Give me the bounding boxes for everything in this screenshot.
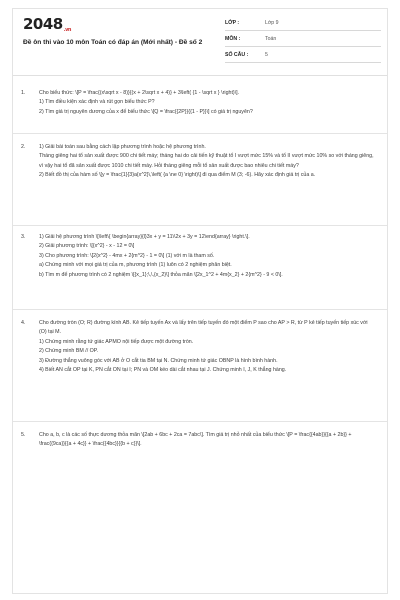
question-line: 1) Tìm điều kiện xác định và rút gọn biểu thức P? bbox=[39, 99, 155, 106]
question-line: 1) Giải hệ phương trình \[\left\{ \begin{array}{l}3x + y = 11\\2x + 3y = 12\end{array} \right.\]. bbox=[39, 234, 250, 240]
question-separator bbox=[13, 225, 387, 226]
header-divider bbox=[13, 75, 387, 76]
question-number: 5. bbox=[21, 432, 26, 438]
question-separator bbox=[13, 133, 387, 134]
meta-row-class bbox=[225, 15, 381, 31]
meta-row-subject bbox=[225, 31, 381, 47]
question-body bbox=[39, 143, 375, 181]
question-line: Cho biểu thức: \[P = \frac{(x\sqrt x - 8)}{(x + 2\sqrt x + 4)} + 3\left( {1 - \sqrt x } \right)\]. bbox=[39, 90, 240, 96]
exam-sheet bbox=[12, 8, 388, 594]
question-line: Cho đường tròn (O; R) đường kính AB. Kẻ tiếp tuyến Ax và lấy trên tiếp tuyến đó một điểm P sao cho AP > R, từ P kẻ tiếp tuyến tiếp xúc với (O) tại M. bbox=[39, 320, 368, 336]
question-line: 4) Biết AN cắt OP tại K, PN cắt ON tại I; PN và OM kéo dài cắt nhau tại J. Chứng minh I, J, K thẳng hàng. bbox=[39, 367, 287, 374]
header bbox=[13, 9, 387, 73]
site-logo[interactable] bbox=[23, 15, 71, 33]
question-number: 1. bbox=[21, 90, 26, 96]
question-line: a) Chứng minh với mọi giá trị của m, phương trình (1) luôn có 2 nghiệm phân biệt. bbox=[39, 262, 232, 269]
question-body bbox=[39, 233, 375, 280]
question-line: 3) Cho phương trình: \[2{x^2} - 4mx + 2{m^2} - 1 = 0\] (1) với m là tham số. bbox=[39, 252, 215, 259]
meta-value: Lớp 9 bbox=[265, 20, 279, 26]
logo-text: 2048 bbox=[23, 15, 63, 33]
question-number: 3. bbox=[21, 234, 26, 240]
question-line: Cho a, b, c là các số thực dương thỏa mãn \[2ab + 6bc + 2ca = 7abc\]. Tìm giá trị nhỏ nhất của biểu thức \[P = \frac{{4ab}}{{a + 2b}} + \frac{{9ca}}{{a + 4c}} + \frac{{4bc}}{{b + c}}\]. bbox=[39, 432, 352, 448]
document-title: Đề ôn thi vào 10 môn Toán có đáp án (Mới nhất) - Đề số 2 bbox=[23, 39, 203, 46]
question-line: 2) Chứng minh BM // OP. bbox=[39, 348, 99, 355]
meta-value: 5 bbox=[265, 52, 268, 58]
question-line: 2) Biết đồ thị của hàm số \[y = \frac{1}{3}a{x^2}\,\left( {a \ne 0} \right)\] đi qua điểm M (3; -6). Hãy xác định giá trị của a. bbox=[39, 172, 316, 179]
question-separator bbox=[13, 421, 387, 422]
meta-row-count bbox=[225, 47, 381, 63]
question-number: 2. bbox=[21, 144, 26, 150]
logo-suffix: .vn bbox=[63, 27, 71, 33]
question-line: 2) Tìm giá trị nguyên dương của x để biểu thức \[Q = \frac{{2P}}{{1 - P}}\] có giá trị nguyên? bbox=[39, 108, 253, 115]
meta-key: LỚP : bbox=[225, 20, 240, 26]
question-body bbox=[39, 89, 375, 117]
meta-key: SỐ CÂU : bbox=[225, 52, 249, 58]
question-separator bbox=[13, 309, 387, 310]
question-number: 4. bbox=[21, 320, 26, 326]
question-line: 1) Chứng minh rằng tứ giác APMO nội tiếp được một đường tròn. bbox=[39, 338, 194, 345]
question-body bbox=[39, 431, 375, 450]
meta-table bbox=[225, 15, 381, 63]
question-line: Tháng giêng hai tổ sản xuất được 900 chi tiết máy; tháng hai do cải tiến kỹ thuật tổ I vượt mức 15% và tổ II vượt mức 10% so với tháng giêng, vì vậy hai tổ đã sản xuất được 1010 chi tiết máy. Hỏi tháng giêng mỗi tổ sản xuất được bao nhiêu chi tiết máy? bbox=[39, 153, 374, 169]
meta-key: MÔN : bbox=[225, 36, 241, 42]
meta-value: Toán bbox=[265, 36, 277, 42]
question-line: 1) Giải bài toán sau bằng cách lập phương trình hoặc hệ phương trình. bbox=[39, 144, 206, 150]
question-line: b) Tìm m để phương trình có 2 nghiệm \[{x_1};\,\,{x_2}\] thỏa mãn \[2x_1^2 + 4m{x_2} + 2{m^2} - 9 < 0\]. bbox=[39, 271, 283, 278]
question-line: 2) Giải phương trình: \[{x^2} - x - 12 = 0\] bbox=[39, 243, 135, 250]
question-body bbox=[39, 319, 375, 375]
question-line: 3) Đường thẳng vuông góc với AB ở O cắt tia BM tại N. Chứng minh tứ giác OBNP là hình bình hành. bbox=[39, 357, 278, 364]
